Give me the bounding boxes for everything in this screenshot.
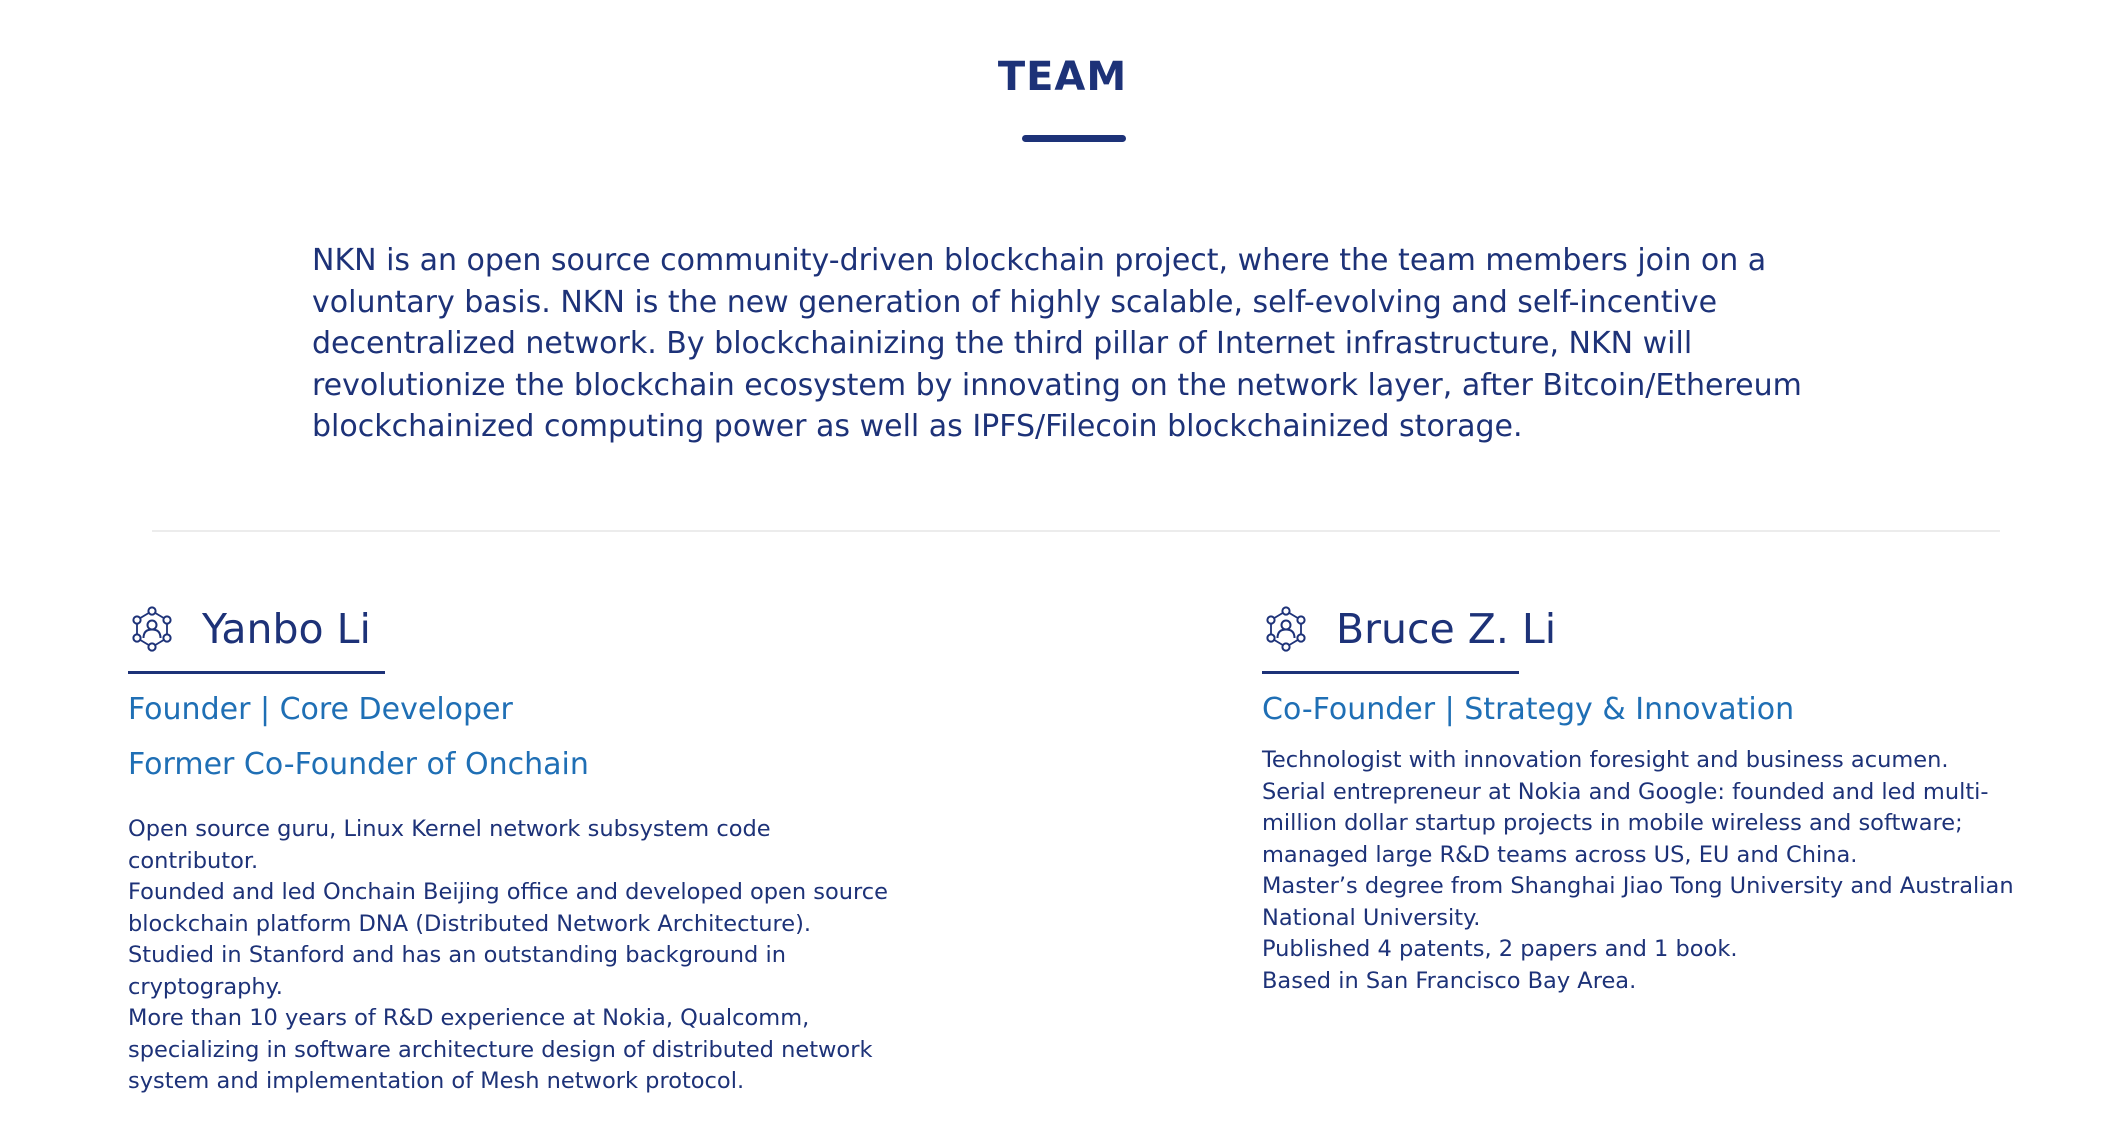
member-former-role: Former Co-Founder of Onchain [128, 747, 589, 782]
section-divider [152, 530, 2000, 532]
bio-line: Serial entrepreneur at Nokia and Google: founded and led multi-million dollar startup projects in mobile wireless and software; managed large R&D teams across US, EU and China. [1262, 778, 1989, 868]
member-bio [128, 814, 903, 1098]
title-underline [1022, 135, 1126, 142]
member-role: Co-Founder | Strategy & Innovation [1262, 692, 1795, 727]
member-name: Bruce Z. Li [1336, 605, 1557, 653]
name-underline [1262, 671, 1519, 674]
name-underline [128, 671, 385, 674]
member-header [1262, 600, 2022, 658]
intro-paragraph: NKN is an open source community-driven blockchain project, where the team members join on a voluntary basis. NKN is the new generation of highly scalable, self-evolving and self-incentive decentralized network. By blockchainizing the third pillar of Internet infrastructure, NKN will revolutionize the blockchain ecosystem by innovating on the network layer, after Bitcoin/Ethereum blockchainized computing power as well as IPFS/Filecoin blockchainized storage. [312, 243, 1802, 444]
member-bio [1262, 745, 2022, 997]
network-person-icon [128, 605, 176, 653]
team-member-card [128, 600, 928, 1098]
section-title: TEAM [997, 54, 1128, 100]
bio-line: Open source guru, Linux Kernel network subsystem code contributor. [128, 816, 771, 874]
bio-line: Master’s degree from Shanghai Jiao Tong University and Australian National University. [1262, 873, 2014, 931]
network-person-icon [1262, 605, 1310, 653]
bio-line: Based in San Francisco Bay Area. [1262, 967, 1637, 994]
bio-line: Published 4 patents, 2 papers and 1 book. [1262, 936, 1738, 962]
member-role: Founder | Core Developer [128, 692, 513, 727]
member-name: Yanbo Li [202, 605, 371, 653]
bio-line: Founded and led Onchain Beijing office and developed open source blockchain platform DNA (Distributed Network Architecture). [128, 879, 889, 937]
bio-line: Studied in Stanford and has an outstanding background in cryptography. [128, 942, 786, 1000]
team-member-card [1262, 600, 2022, 997]
member-header [128, 600, 928, 658]
bio-line: Technologist with innovation foresight and business acumen. [1262, 747, 1949, 773]
bio-line: More than 10 years of R&D experience at Nokia, Qualcomm, specializing in software architecture design of distributed network system and implementation of Mesh network protocol. [128, 1005, 873, 1094]
